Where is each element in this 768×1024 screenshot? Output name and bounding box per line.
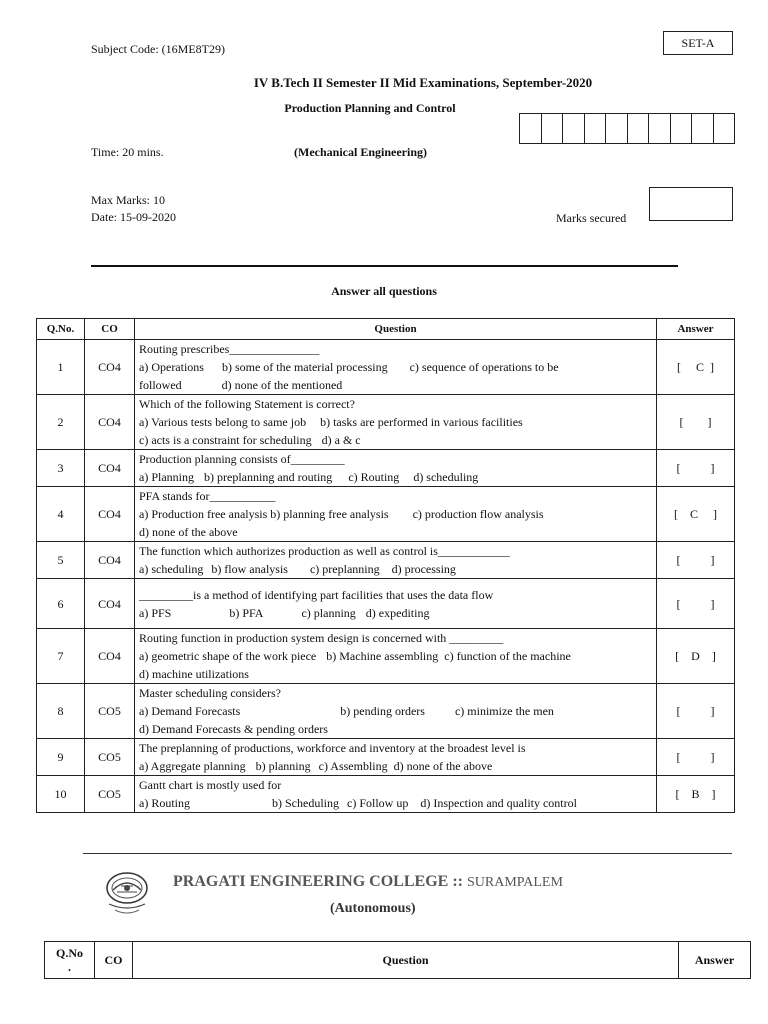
option-text: d) none of the above [393,759,493,773]
question-text: Production planning consists of_________ [139,452,345,466]
question-cell [135,739,657,776]
option-text: b) pending orders [340,704,425,718]
question-number: 8 [37,684,85,739]
roll-number-boxes[interactable] [519,113,735,144]
option-text: c) acts is a constraint for scheduling [139,433,312,447]
option-text: c) Follow up [347,796,409,810]
question-number: 5 [37,542,85,579]
table2-header-row [45,942,751,979]
option-text: d) a & c [321,433,361,447]
options-line [139,647,652,665]
college-place: SURAMPALEM [466,875,563,890]
option-text: b) preplanning and routing [204,470,333,484]
option-text: a) scheduling [139,562,204,576]
college-status: (Autonomous) [330,901,416,916]
table-row [37,487,735,542]
college-separator: :: [452,873,463,890]
option-text: d) expediting [365,605,430,620]
table-row [37,450,735,487]
answer-box[interactable]: [ ] [657,450,735,487]
question-cell [135,579,657,629]
section-divider [83,853,732,854]
marks-secured-box[interactable] [649,187,733,221]
question-number: 2 [37,395,85,450]
table-header-row [37,319,735,340]
course-outcome: CO5 [85,739,135,776]
question-text: Master scheduling considers? [139,686,281,700]
option-text: b) planning [255,759,311,773]
option-text: c) Routing [348,470,400,484]
instruction: Answer all questions [331,284,437,298]
question-text: The preplanning of productions, workforce and inventory at the broadest level is [139,741,526,755]
option-text: c) function of the machine [444,649,571,663]
question-text: Gantt chart is mostly used for [139,778,282,792]
college-heading [173,873,563,891]
table-row [37,395,735,450]
option-text: d) Demand Forecasts & pending orders [139,722,328,736]
question-number: 4 [37,487,85,542]
table-row [37,340,735,395]
question-number: 10 [37,776,85,813]
option-text: c) sequence of operations to be [409,360,559,374]
option-text: d) none of the mentioned [221,378,343,392]
question-cell [135,684,657,739]
course-outcome: CO4 [85,340,135,395]
question-number: 3 [37,450,85,487]
option-text: c) minimize the men [454,704,554,718]
option-text: b) PFA [229,605,264,620]
table2-header-qno: Q.No . [45,942,95,979]
course-outcome: CO4 [85,542,135,579]
table2-header-question: Question [133,942,679,979]
table-row [37,776,735,813]
option-text: c) Assembling [318,759,388,773]
option-text: followed [139,378,182,392]
option-text: d) Inspection and quality control [420,796,577,810]
option-text: b) tasks are performed in various facilities [320,415,523,429]
answer-box[interactable]: [ ] [657,579,735,629]
options-line [139,358,652,376]
exam-title: IV B.Tech II Semester II Mid Examinations, September-2020 [253,75,593,90]
question-text: _________is a method of identifying part facilities that uses the data flow [139,587,494,602]
question-text: Which of the following Statement is correct? [139,397,355,411]
option-text: a) Aggregate planning [139,759,246,773]
course-title: Production Planning and Control [284,101,456,115]
question-cell [135,542,657,579]
options-line [139,757,652,775]
course-outcome: CO4 [85,629,135,684]
options-line [139,720,652,738]
question-text: PFA stands for___________ [139,489,276,503]
option-text: d) machine utilizations [139,667,249,681]
question-number: 6 [37,579,85,629]
options-line [139,665,652,683]
question-cell [135,340,657,395]
set-label: SET-A [663,31,733,55]
question-cell [135,450,657,487]
option-text: a) Routing [139,796,190,810]
college-logo [101,868,153,920]
answer-box[interactable]: [ ] [657,684,735,739]
option-text: a) Demand Forecasts [139,704,241,718]
course-outcome: CO4 [85,395,135,450]
option-text: a) Operations [139,360,204,374]
question-text: Routing prescribes_______________ [139,342,320,356]
max-marks: Max Marks: 10 [91,193,165,207]
exam-date: Date: 15-09-2020 [91,210,176,224]
table-row [37,739,735,776]
answer-box[interactable]: [ D ] [657,629,735,684]
option-text: b) Machine assembling [326,649,439,663]
options-line [139,431,652,449]
options-line [139,702,652,720]
question-cell [135,629,657,684]
exam-time: Time: 20 mins. [91,145,164,159]
course-outcome: CO5 [85,684,135,739]
header-answer: Answer [657,319,735,340]
college-name: PRAGATI ENGINEERING COLLEGE [173,873,449,890]
options-line [139,523,652,541]
course-outcome: CO5 [85,776,135,813]
table-row [37,579,735,629]
options-line [139,468,652,486]
answer-box[interactable]: [ C ] [657,487,735,542]
course-outcome: CO4 [85,450,135,487]
course-outcome: CO4 [85,579,135,629]
header-question: Question [135,319,657,340]
question-text: The function which authorizes production as well as control is____________ [139,544,510,558]
options-line [139,505,652,523]
table-row [37,684,735,739]
course-outcome: CO4 [85,487,135,542]
options-line [139,604,652,622]
table2-header-answer: Answer [679,942,751,979]
question-number: 9 [37,739,85,776]
answer-box[interactable]: [ ] [657,542,735,579]
answer-box[interactable]: [ B ] [657,776,735,813]
question-number: 7 [37,629,85,684]
option-text: b) some of the material processing [221,360,388,374]
department: (Mechanical Engineering) [294,145,427,159]
table2-header-co: CO [95,942,133,979]
option-text: d) processing [391,562,456,576]
question-rows [37,340,735,813]
option-text: a) Planning [139,470,194,484]
option-text: a) Various tests belong to same job [139,415,307,429]
option-text: a) geometric shape of the work piece [139,649,317,663]
subject-code: Subject Code: (16ME8T29) [91,42,225,56]
table-row [37,629,735,684]
options-line [139,794,652,812]
options-line [139,560,652,578]
question-cell [135,487,657,542]
option-text: d) scheduling [413,470,479,484]
question-cell [135,776,657,813]
header-divider [91,265,678,267]
second-question-table [44,941,751,979]
header-co: CO [85,319,135,340]
option-text: a) PFS [139,605,172,620]
table-row [37,542,735,579]
option-text: c) preplanning [309,562,380,576]
option-text: c) production flow analysis [412,507,544,521]
answer-box[interactable]: [ ] [657,739,735,776]
question-table [36,318,735,813]
option-text: b) Scheduling [272,796,339,810]
question-cell [135,395,657,450]
option-text: b) flow analysis [211,562,288,576]
options-line [139,413,652,431]
question-text: Routing function in production system design is concerned with _________ [139,631,504,645]
marks-secured-label: Marks secured [556,211,627,225]
options-line [139,376,652,394]
question-number: 1 [37,340,85,395]
option-text: d) none of the above [139,525,238,539]
header-qno: Q.No. [37,319,85,340]
answer-box[interactable]: [ ] [657,395,735,450]
option-text: a) Production free analysis b) planning free analysis [139,507,389,521]
option-text: c) planning [301,605,356,620]
answer-box[interactable]: [ C ] [657,340,735,395]
